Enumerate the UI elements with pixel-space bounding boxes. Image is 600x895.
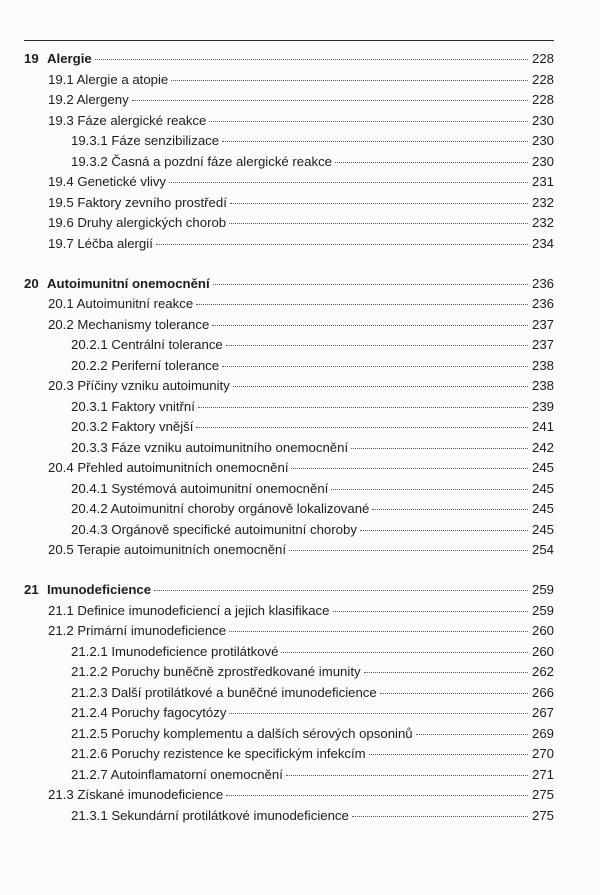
- entry-page-number: 239: [531, 398, 554, 414]
- entry-page-number: 230: [531, 133, 554, 148]
- entry-page-number: 245: [531, 460, 554, 475]
- entry-title-text: Alergie a atopie: [76, 71, 169, 87]
- entry-title: [71, 356, 219, 377]
- entry-title-text: Druhy alergických chorob: [77, 215, 227, 230]
- entry-title: [71, 520, 357, 541]
- entry-page-number: 238: [531, 357, 554, 373]
- entry-number: 20.3.2: [71, 419, 108, 434]
- entry-title-text: Imunodeficience protilátkové: [111, 643, 279, 659]
- chapter-page-number: 236: [531, 275, 554, 291]
- dot-leader: [229, 631, 528, 632]
- entry-title-text: Autoimunitní reakce: [76, 296, 194, 311]
- entry-title: [71, 131, 219, 152]
- entry-page-number: 245: [531, 521, 554, 537]
- toc-subsection-row[interactable]: [24, 438, 554, 459]
- dot-leader: [364, 672, 528, 673]
- entry-title: [71, 806, 349, 827]
- table-of-contents: [24, 49, 554, 826]
- toc-section-row[interactable]: [24, 213, 554, 234]
- entry-title-text: Centrální tolerance: [111, 337, 223, 352]
- dot-leader: [95, 59, 528, 60]
- entry-page-number: 237: [531, 337, 554, 352]
- toc-section-row[interactable]: [24, 315, 554, 336]
- entry-number: 19.3.1: [71, 133, 108, 148]
- chapter-title: [24, 274, 210, 295]
- entry-page-number: 266: [531, 684, 554, 700]
- dot-leader: [171, 80, 528, 81]
- chapter-number: 20: [24, 275, 39, 291]
- entry-number: 21.2.1: [71, 643, 108, 659]
- dot-leader: [222, 141, 528, 142]
- entry-title-text: Získané imunodeficience: [77, 787, 224, 802]
- entry-title: [48, 458, 288, 479]
- entry-page-number: 275: [531, 787, 554, 802]
- dot-leader: [154, 590, 528, 591]
- toc-section-row[interactable]: [24, 234, 554, 255]
- entry-title: [48, 376, 230, 397]
- toc-subsection-row[interactable]: [24, 703, 554, 724]
- entry-title: [71, 683, 377, 704]
- dot-leader: [380, 693, 528, 694]
- entry-page-number: 231: [531, 174, 554, 189]
- entry-title: [71, 744, 366, 765]
- entry-title: [48, 193, 227, 214]
- toc-section-row[interactable]: [24, 458, 554, 479]
- entry-number: 19.3: [48, 112, 74, 128]
- toc-section-row[interactable]: [24, 540, 554, 561]
- dot-leader: [229, 223, 528, 224]
- entry-title-text: Poruchy buněčně zprostředkované imunity: [111, 664, 361, 679]
- entry-title-text: Fáze alergické reakce: [77, 112, 207, 128]
- entry-number: 20.4: [48, 460, 74, 475]
- dot-leader: [233, 386, 528, 387]
- entry-title-text: Poruchy komplementu a dalších sérových opsoninů: [111, 725, 413, 741]
- chapter-page-number: 228: [531, 51, 554, 66]
- entry-number: 21.2.2: [71, 664, 108, 679]
- entry-title: [48, 601, 330, 622]
- dot-leader: [286, 775, 528, 776]
- dot-leader: [209, 121, 528, 122]
- entry-title-text: Poruchy fagocytózy: [111, 705, 227, 720]
- entry-title: [71, 703, 226, 724]
- entry-title-text: Genetické vlivy: [77, 174, 167, 189]
- entry-title: [71, 417, 193, 438]
- dot-leader: [222, 366, 528, 367]
- entry-page-number: 236: [531, 296, 554, 311]
- entry-title-text: Alergeny: [76, 92, 129, 107]
- entry-title-text: Časná a pozdní fáze alergické reakce: [111, 153, 332, 169]
- entry-number: 21.2.5: [71, 725, 108, 741]
- entry-title: [71, 152, 332, 173]
- entry-title-text: Autoimunitní choroby orgánově lokalizované: [110, 501, 370, 516]
- entry-title: [48, 213, 226, 234]
- toc-section-row[interactable]: [24, 294, 554, 315]
- entry-number: 21.2.6: [71, 746, 108, 761]
- dot-leader: [229, 713, 528, 714]
- toc-subsection-row[interactable]: [24, 642, 554, 663]
- entry-title: [71, 642, 278, 663]
- chapter-number: 21: [24, 582, 39, 597]
- dot-leader: [213, 284, 528, 285]
- entry-title-text: Sekundární protilátkové imunodeficience: [111, 807, 349, 823]
- entry-title-text: Mechanismy tolerance: [77, 316, 210, 332]
- toc-section-row[interactable]: [24, 193, 554, 214]
- entry-page-number: 262: [531, 664, 554, 679]
- dot-leader: [335, 162, 528, 163]
- dot-leader: [230, 203, 528, 204]
- toc-section-row[interactable]: [24, 376, 554, 397]
- entry-number: 19.3.2: [71, 153, 108, 169]
- entry-number: 19.4: [48, 174, 74, 189]
- entry-number: 19.7: [48, 235, 74, 251]
- chapter-title-text: Alergie: [47, 51, 92, 66]
- entry-number: 20.3: [48, 378, 74, 393]
- entry-title-text: Další protilátkové a buněčné imunodeficience: [111, 684, 377, 700]
- entry-page-number: 238: [531, 378, 554, 393]
- entry-title-text: Definice imunodeficiencí a jejich klasifikace: [77, 602, 330, 618]
- toc-chapter-row[interactable]: [24, 580, 554, 601]
- entry-title-text: Periferní tolerance: [111, 357, 220, 373]
- dot-leader: [156, 244, 528, 245]
- entry-page-number: 259: [531, 602, 554, 618]
- toc-subsection-row[interactable]: [24, 499, 554, 520]
- entry-title-text: Faktory vnější: [111, 419, 194, 434]
- entry-page-number: 234: [531, 235, 554, 251]
- toc-chapter-row[interactable]: [24, 274, 554, 295]
- dot-leader: [196, 304, 528, 305]
- entry-title: [48, 294, 193, 315]
- entry-page-number: 230: [531, 112, 554, 128]
- chapter-number: 19: [24, 51, 39, 66]
- toc-subsection-row[interactable]: [24, 683, 554, 704]
- entry-page-number: 269: [531, 725, 554, 741]
- entry-number: 21.3.1: [71, 807, 108, 823]
- entry-number: 21.3: [48, 787, 74, 802]
- entry-number: 20.2: [48, 316, 74, 332]
- dot-leader: [132, 100, 528, 101]
- dot-leader: [212, 325, 528, 326]
- entry-number: 20.1: [48, 296, 74, 311]
- entry-page-number: 232: [531, 194, 554, 210]
- entry-page-number: 260: [531, 643, 554, 659]
- entry-number: 19.6: [48, 215, 74, 230]
- toc-section-row[interactable]: [24, 601, 554, 622]
- entry-page-number: 271: [531, 766, 554, 782]
- toc-section-row[interactable]: [24, 111, 554, 132]
- chapter-title: [24, 580, 151, 601]
- toc-subsection-row[interactable]: [24, 724, 554, 745]
- entry-title-text: Faktory vnitřní: [111, 398, 195, 414]
- entry-title-text: Systémová autoimunitní onemocnění: [111, 480, 329, 496]
- entry-page-number: 245: [531, 501, 554, 516]
- dot-leader: [226, 795, 528, 796]
- toc-subsection-row[interactable]: [24, 335, 554, 356]
- entry-number: 21.2.7: [71, 766, 108, 782]
- entry-title: [48, 172, 166, 193]
- entry-title: [48, 234, 153, 255]
- dot-leader: [289, 550, 528, 551]
- dot-leader: [226, 345, 528, 346]
- chapter-title: [24, 49, 92, 70]
- entry-page-number: 275: [531, 807, 554, 823]
- dot-leader: [331, 489, 528, 490]
- entry-page-number: 270: [531, 746, 554, 761]
- section-gap: [24, 254, 554, 274]
- entry-title: [71, 397, 195, 418]
- entry-page-number: 232: [531, 215, 554, 230]
- dot-leader: [372, 509, 528, 510]
- dot-leader: [196, 427, 528, 428]
- entry-title-text: Léčba alergií: [77, 235, 153, 251]
- entry-number: 21.2: [48, 623, 74, 638]
- toc-section-row[interactable]: [24, 785, 554, 806]
- entry-title-text: Autoinflamatorní onemocnění: [110, 766, 283, 782]
- entry-title-text: Příčiny vzniku autoimunity: [77, 378, 230, 393]
- chapter-title-text: Imunodeficience: [47, 582, 152, 597]
- entry-number: 21.2.4: [71, 705, 108, 720]
- entry-number: 20.3.1: [71, 398, 108, 414]
- entry-page-number: 245: [531, 480, 554, 496]
- entry-title: [48, 540, 286, 561]
- entry-page-number: 267: [531, 705, 554, 720]
- entry-number: 20.5: [48, 542, 74, 557]
- entry-page-number: 241: [531, 419, 554, 434]
- entry-title: [48, 70, 168, 91]
- entry-number: 19.2: [48, 92, 74, 107]
- toc-subsection-row[interactable]: [24, 744, 554, 765]
- dot-leader: [169, 182, 528, 183]
- entry-title: [48, 785, 223, 806]
- dot-leader: [416, 734, 528, 735]
- dot-leader: [281, 652, 528, 653]
- entry-title-text: Primární imunodeficience: [77, 623, 227, 638]
- entry-title-text: Poruchy rezistence ke specifickým infekcím: [111, 746, 366, 761]
- toc-subsection-row[interactable]: [24, 397, 554, 418]
- dot-leader: [352, 816, 528, 817]
- entry-title: [71, 765, 283, 786]
- dot-leader: [291, 468, 528, 469]
- toc-section-row[interactable]: [24, 70, 554, 91]
- dot-leader: [351, 448, 528, 449]
- entry-title: [48, 315, 209, 336]
- chapter-title-text: Autoimunitní onemocnění: [47, 275, 210, 291]
- entry-title-text: Fáze vzniku autoimunitního onemocnění: [111, 439, 349, 455]
- entry-title: [48, 111, 206, 132]
- entry-title: [48, 90, 129, 111]
- entry-page-number: 228: [531, 71, 554, 87]
- entry-title-text: Fáze senzibilizace: [111, 133, 220, 148]
- toc-section-row[interactable]: [24, 621, 554, 642]
- entry-title-text: Orgánově specifické autoimunitní choroby: [111, 521, 357, 537]
- entry-title: [71, 662, 361, 683]
- entry-page-number: 242: [531, 439, 554, 455]
- entry-title: [71, 438, 348, 459]
- entry-title: [48, 621, 226, 642]
- entry-number: 19.1: [48, 71, 74, 87]
- toc-subsection-row[interactable]: [24, 520, 554, 541]
- entry-title-text: Přehled autoimunitních onemocnění: [77, 460, 289, 475]
- entry-title-text: Faktory zevního prostředí: [77, 194, 227, 210]
- top-rule: [24, 40, 554, 41]
- toc-subsection-row[interactable]: [24, 765, 554, 786]
- entry-title: [71, 479, 328, 500]
- entry-page-number: 228: [531, 92, 554, 107]
- entry-page-number: 237: [531, 316, 554, 332]
- dot-leader: [369, 754, 528, 755]
- entry-page-number: 254: [531, 542, 554, 557]
- entry-page-number: 260: [531, 623, 554, 638]
- entry-number: 19.5: [48, 194, 74, 210]
- entry-number: 20.2.2: [71, 357, 108, 373]
- toc-subsection-row[interactable]: [24, 131, 554, 152]
- entry-number: 21.2.3: [71, 684, 108, 700]
- entry-title: [71, 335, 223, 356]
- entry-number: 20.4.3: [71, 521, 108, 537]
- toc-subsection-row[interactable]: [24, 417, 554, 438]
- dot-leader: [333, 611, 528, 612]
- toc-subsection-row[interactable]: [24, 479, 554, 500]
- toc-subsection-row[interactable]: [24, 662, 554, 683]
- entry-page-number: 230: [531, 153, 554, 169]
- toc-chapter-row[interactable]: [24, 49, 554, 70]
- entry-number: 20.3.3: [71, 439, 108, 455]
- dot-leader: [198, 407, 528, 408]
- entry-number: 20.4.2: [71, 501, 108, 516]
- section-gap: [24, 561, 554, 581]
- entry-title: [71, 499, 369, 520]
- toc-subsection-row[interactable]: [24, 356, 554, 377]
- dot-leader: [360, 530, 528, 531]
- entry-number: 21.1: [48, 602, 74, 618]
- toc-subsection-row[interactable]: [24, 152, 554, 173]
- chapter-page-number: 259: [531, 582, 554, 597]
- toc-subsection-row[interactable]: [24, 806, 554, 827]
- entry-title: [71, 724, 413, 745]
- entry-title-text: Terapie autoimunitních onemocnění: [77, 542, 287, 557]
- entry-number: 20.2.1: [71, 337, 108, 352]
- toc-section-row[interactable]: [24, 90, 554, 111]
- entry-number: 20.4.1: [71, 480, 108, 496]
- toc-section-row[interactable]: [24, 172, 554, 193]
